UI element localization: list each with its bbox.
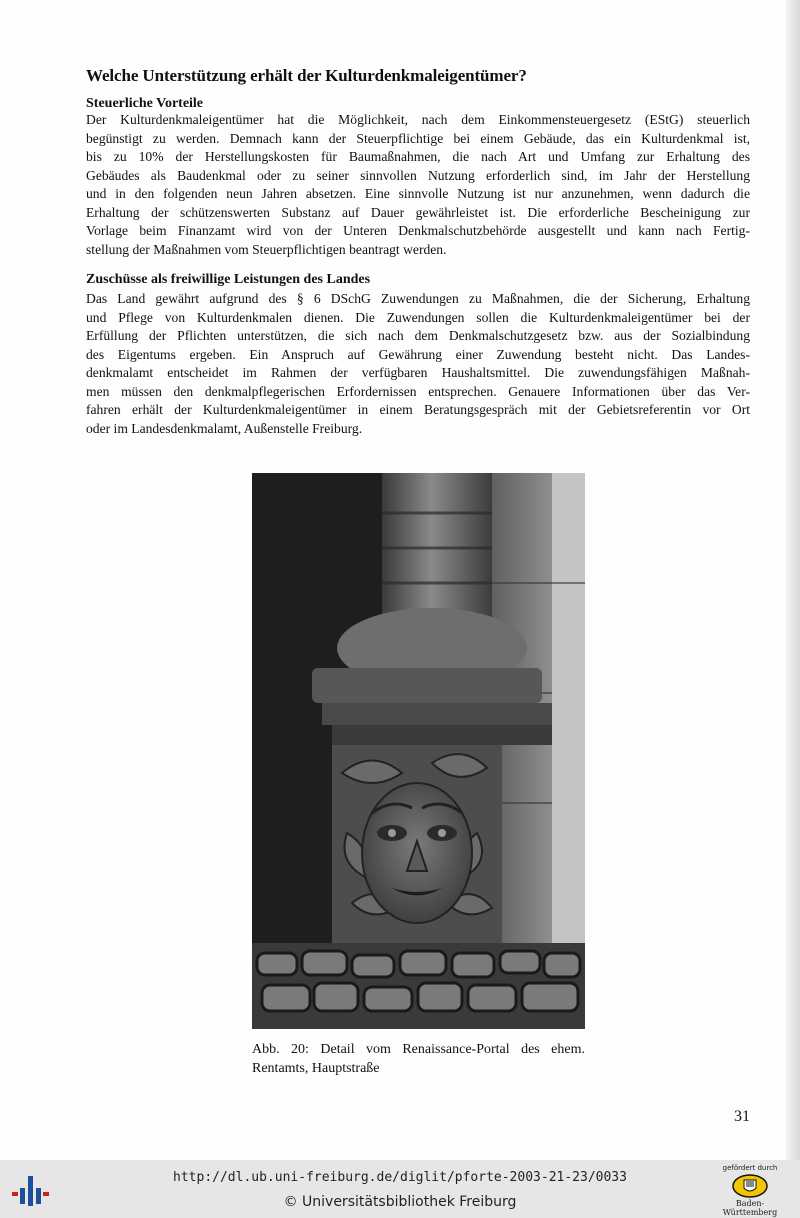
photo-portal-detail	[252, 473, 585, 1029]
text-line: und Pflege von Kulturdenkmalen dienen. Die Zuwendungen sollen die Kulturdenkmaleigentümer bei der	[86, 309, 750, 325]
funder-badge	[710, 1164, 790, 1216]
section-body-tax	[86, 111, 750, 259]
caption-line: Abb. 20: Detail vom Renaissance-Portal des ehem.	[252, 1042, 585, 1057]
page-heading: Welche Unterstützung erhält der Kulturdenkmaleigentümer?	[86, 66, 527, 85]
text-line: fahren erhält der Kulturdenkmaleigentümer in einem Beratungsgespräch mit der Gebietsreferentin vor Ort	[86, 402, 750, 417]
text-line: oder im Landesdenkmalamt, Außenstelle Freiburg.	[86, 420, 363, 436]
photo-illustration	[252, 473, 585, 1029]
text-line: Der Kulturdenkmaleigentümer hat die Möglichkeit, nach dem Einkommensteuergesetz (EStG) steuerlich	[86, 112, 750, 127]
caption-line: Rentamts, Hauptstraße	[252, 1061, 380, 1076]
text-line: Das Land gewährt aufgrund des § 6 DSchG Zuwendungen zu Maßnahmen, die der Sicherung, Erhaltung	[86, 291, 750, 306]
text-line: und in den folgenden neun Jahren absetzen. Eine sinnvolle Nutzung ist nur anzunehmen, wenn dadurch die	[86, 186, 750, 201]
text-line: Gebäudes als Baudenkmal oder zu seiner sinnvollen Nutzung erforderlich sind, im Jahr der Herstellung	[86, 167, 750, 183]
copyright-notice: © Universitätsbibliothek Freiburg	[283, 1194, 517, 1210]
text-line: Erfüllung der Pflichten unterstützen, die sich nach dem Denkmalschutzgesetz bzw. aus der Sozialbindung	[86, 328, 750, 343]
photo-caption	[252, 1040, 585, 1078]
page-edge-shadow	[786, 0, 800, 1160]
baden-wuerttemberg-seal-icon	[732, 1174, 768, 1198]
text-line: Erhaltung der schützenswerten Substanz auf Dauer gewährleistet ist. Die erforderliche Bescheinigung zur	[86, 204, 750, 220]
text-line: bis zu 10% der Herstellungskosten für Baumaßnahmen, die nach Art und Umfang zur Erhaltung des	[86, 149, 750, 164]
section-title-tax: Steuerliche Vorteile	[86, 96, 204, 111]
section-body-grants	[86, 290, 750, 438]
section-title-grants: Zuschüsse als freiwillige Leistungen des Landes	[86, 272, 371, 287]
funder-name: Baden-Württemberg	[722, 1199, 778, 1217]
text-line: Vorlage beim Finanzamt wird von der Unteren Denkmalschutzbehörde ausgestellt und kann nach Fertig-	[86, 223, 750, 238]
text-line: des Eigentums ergeben. Ein Anspruch auf Gewährung einer Zuwendung besteht nicht. Das Landes-	[86, 346, 750, 362]
viewer-footer	[0, 1160, 800, 1218]
text-line: stellung der Maßnahmen vom Steuerpflichtigen beantragt werden.	[86, 241, 447, 257]
page-number: 31	[734, 1108, 750, 1125]
text-line: men müssen den denkmalpflegerischen Erfordernissen entsprechen. Genauere Informationen über das Ver-	[86, 383, 750, 399]
funder-note: gefördert durch	[722, 1164, 778, 1172]
document-url-link[interactable]: http://dl.ub.uni-freiburg.de/diglit/pforte-2003-21-23/0033	[173, 1170, 627, 1185]
text-line: begünstigt zu werden. Demnach kann der Steuerpflichtige bei einem Gebäude, das ein Kulturdenkmal ist,	[86, 130, 750, 146]
text-line: denkmalamt entscheidet im Rahmen der verfügbaren Haushaltsmittel. Die zuwendungsfähigen Maßnah-	[86, 365, 750, 380]
